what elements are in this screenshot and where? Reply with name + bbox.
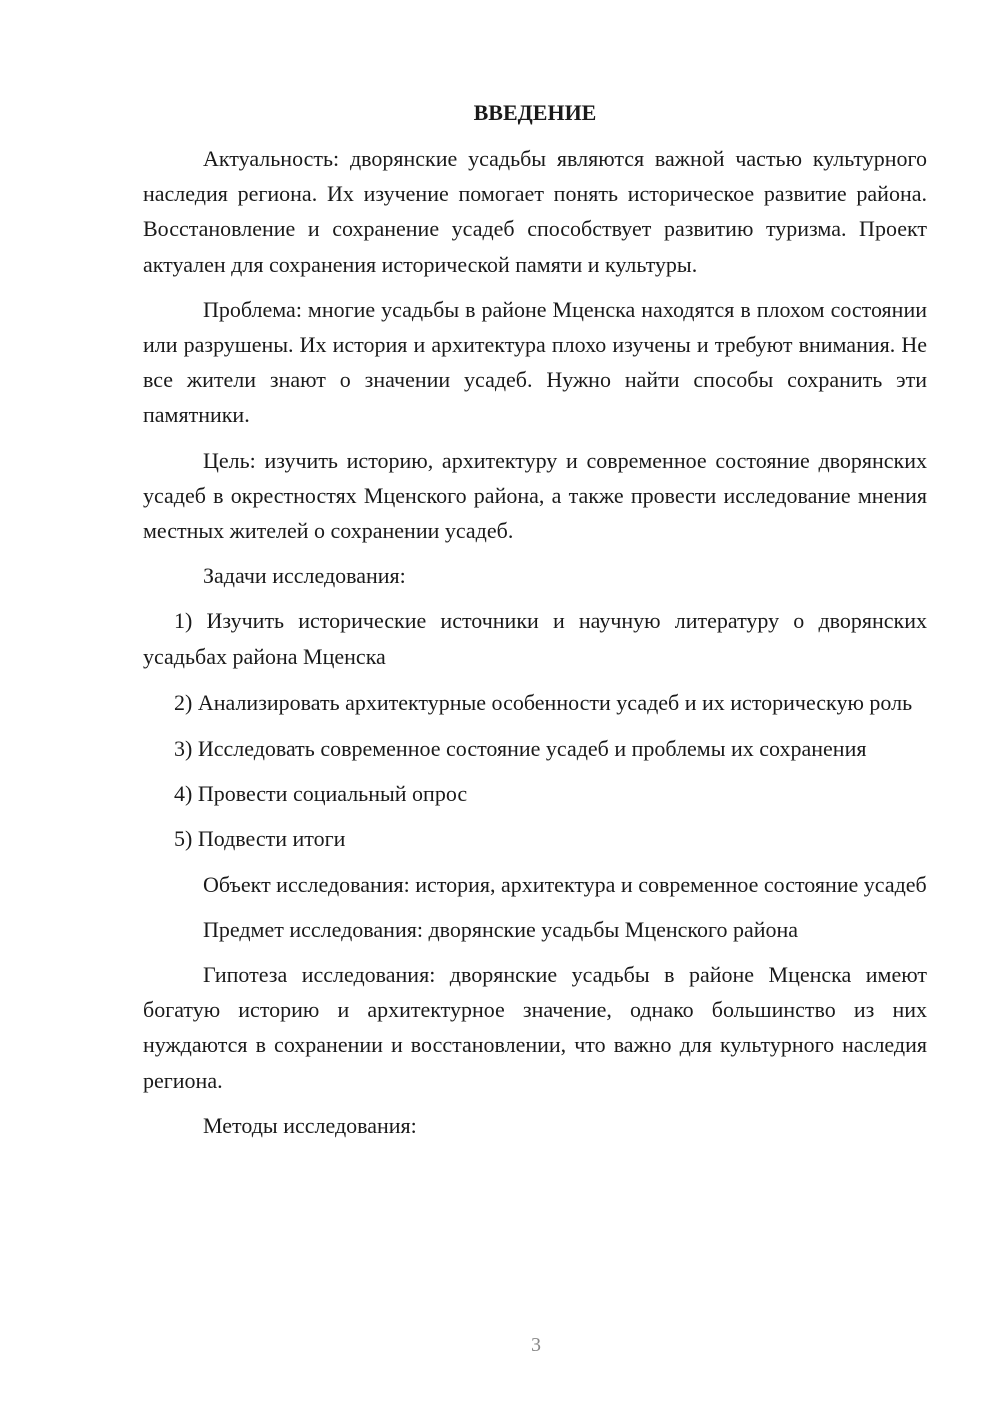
page-number: 3 [531, 1334, 541, 1356]
subject-paragraph: Предмет исследования: дворянские усадьбы Мценского района [203, 916, 799, 942]
goal-paragraph: Цель: изучить историю, архитектуру и современное состояние дворянских усадеб в окрестностях Мценского района, а также провести исследование мнения местных жителей о сохранении усадеб. [143, 447, 927, 544]
page-title: ВВЕДЕНИЕ [473, 100, 597, 125]
problem-paragraph: Проблема: многие усадьбы в районе Мценска находятся в плохом состоянии или разрушены. Их история и архитектура плохо изучены и требуют внимания. Не все жители знают о значении усадеб. Нужно найти способы сохранить эти памятники. [143, 296, 927, 428]
tasks-heading: Задачи исследования: [203, 563, 406, 589]
task-item-1: 1) Изучить исторические источники и научную литературу о дворянских усадьбах района Мценска [143, 608, 927, 669]
task-item-5: 5) Подвести итоги [174, 826, 346, 852]
task-item-3: 3) Исследовать современное состояние усадеб и проблемы их сохранения [174, 736, 867, 762]
object-paragraph: Объект исследования: история, архитектура и современное состояние усадеб [203, 871, 927, 897]
hypothesis-paragraph: Гипотеза исследования: дворянские усадьбы в районе Мценска имеют богатую историю и архитектурное значение, однако большинство из них нуждаются в сохранении и восстановлении, что важно для культурного наследия региона. [143, 962, 927, 1093]
task-item-4: 4) Провести социальный опрос [174, 781, 468, 807]
task-item-2: 2) Анализировать архитектурные особенности усадеб и их историческую роль [174, 689, 913, 715]
methods-heading: Методы исследования: [203, 1112, 417, 1138]
relevance-paragraph: Актуальность: дворянские усадьбы являются важной частью культурного наследия региона. Их изучение помогает понять историческое развитие района. Восстановление и сохранение усадеб способствует развитию туризма. Проект актуален для сохранения исторической памяти и культуры. [143, 146, 927, 277]
document-body [143, 95, 927, 1143]
